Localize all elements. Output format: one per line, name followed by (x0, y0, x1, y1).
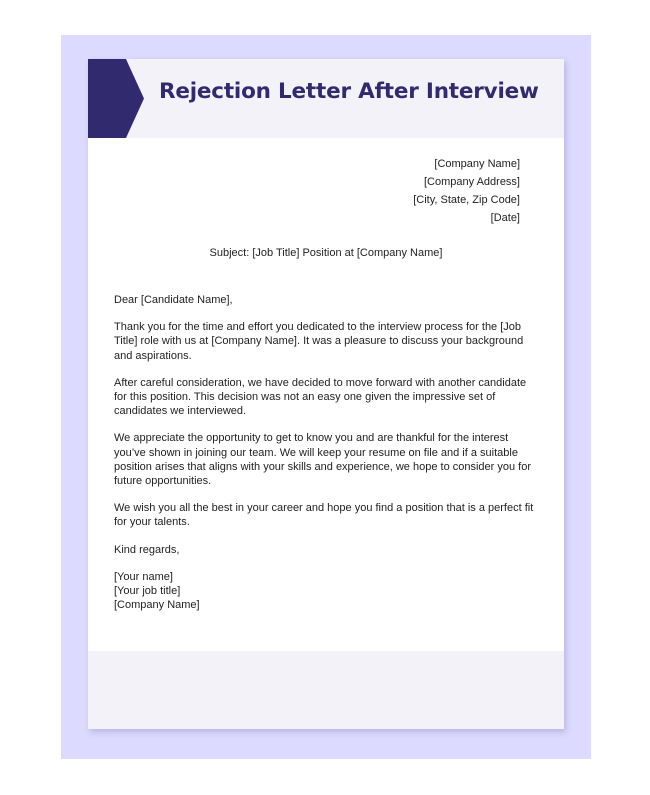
city-state-zip-line: [City, State, Zip Code] (413, 194, 520, 206)
signature-job-title: [Your job title] (114, 585, 181, 598)
salutation: Dear [Candidate Name], (114, 294, 233, 306)
chevron-banner-icon (88, 59, 144, 138)
signature-company: [Company Name] (114, 599, 200, 612)
company-name-line: [Company Name] (434, 158, 520, 170)
subject-line: Subject: [Job Title] Position at [Company Name] (209, 247, 443, 259)
paragraph-3: We appreciate the opportunity to get to know you and are thankful for the interest you’ve shown in joining our team. We will keep your resume on file and if a suitable position arises that aligns with your skills and experience, we hope to consider you for future opportunities. (114, 432, 532, 488)
letter-page (88, 59, 564, 729)
page-title: Rejection Letter After Interview (159, 79, 539, 104)
footer-band (88, 651, 564, 729)
closing: Kind regards, (114, 543, 180, 556)
signature-block (114, 570, 540, 613)
company-address-block (413, 155, 520, 227)
letter-body (114, 293, 540, 625)
paragraph-4: We wish you all the best in your career and hope you find a position that is a perfect fit for your talents. (114, 502, 534, 529)
paragraph-1: Thank you for the time and effort you dedicated to the interview process for the [Job Title] role with us at [Company Name]. It was a pleasure to discuss your background and aspirations. (114, 321, 524, 362)
signature-name: [Your name] (114, 570, 173, 583)
paragraph-2: After careful consideration, we have decided to move forward with another candidate for this position. This decision was not an easy one given the impressive set of candidates we interviewed. (114, 376, 527, 418)
header-band (88, 59, 564, 138)
date-line: [Date] (490, 212, 520, 224)
company-address-line: [Company Address] (424, 176, 520, 188)
